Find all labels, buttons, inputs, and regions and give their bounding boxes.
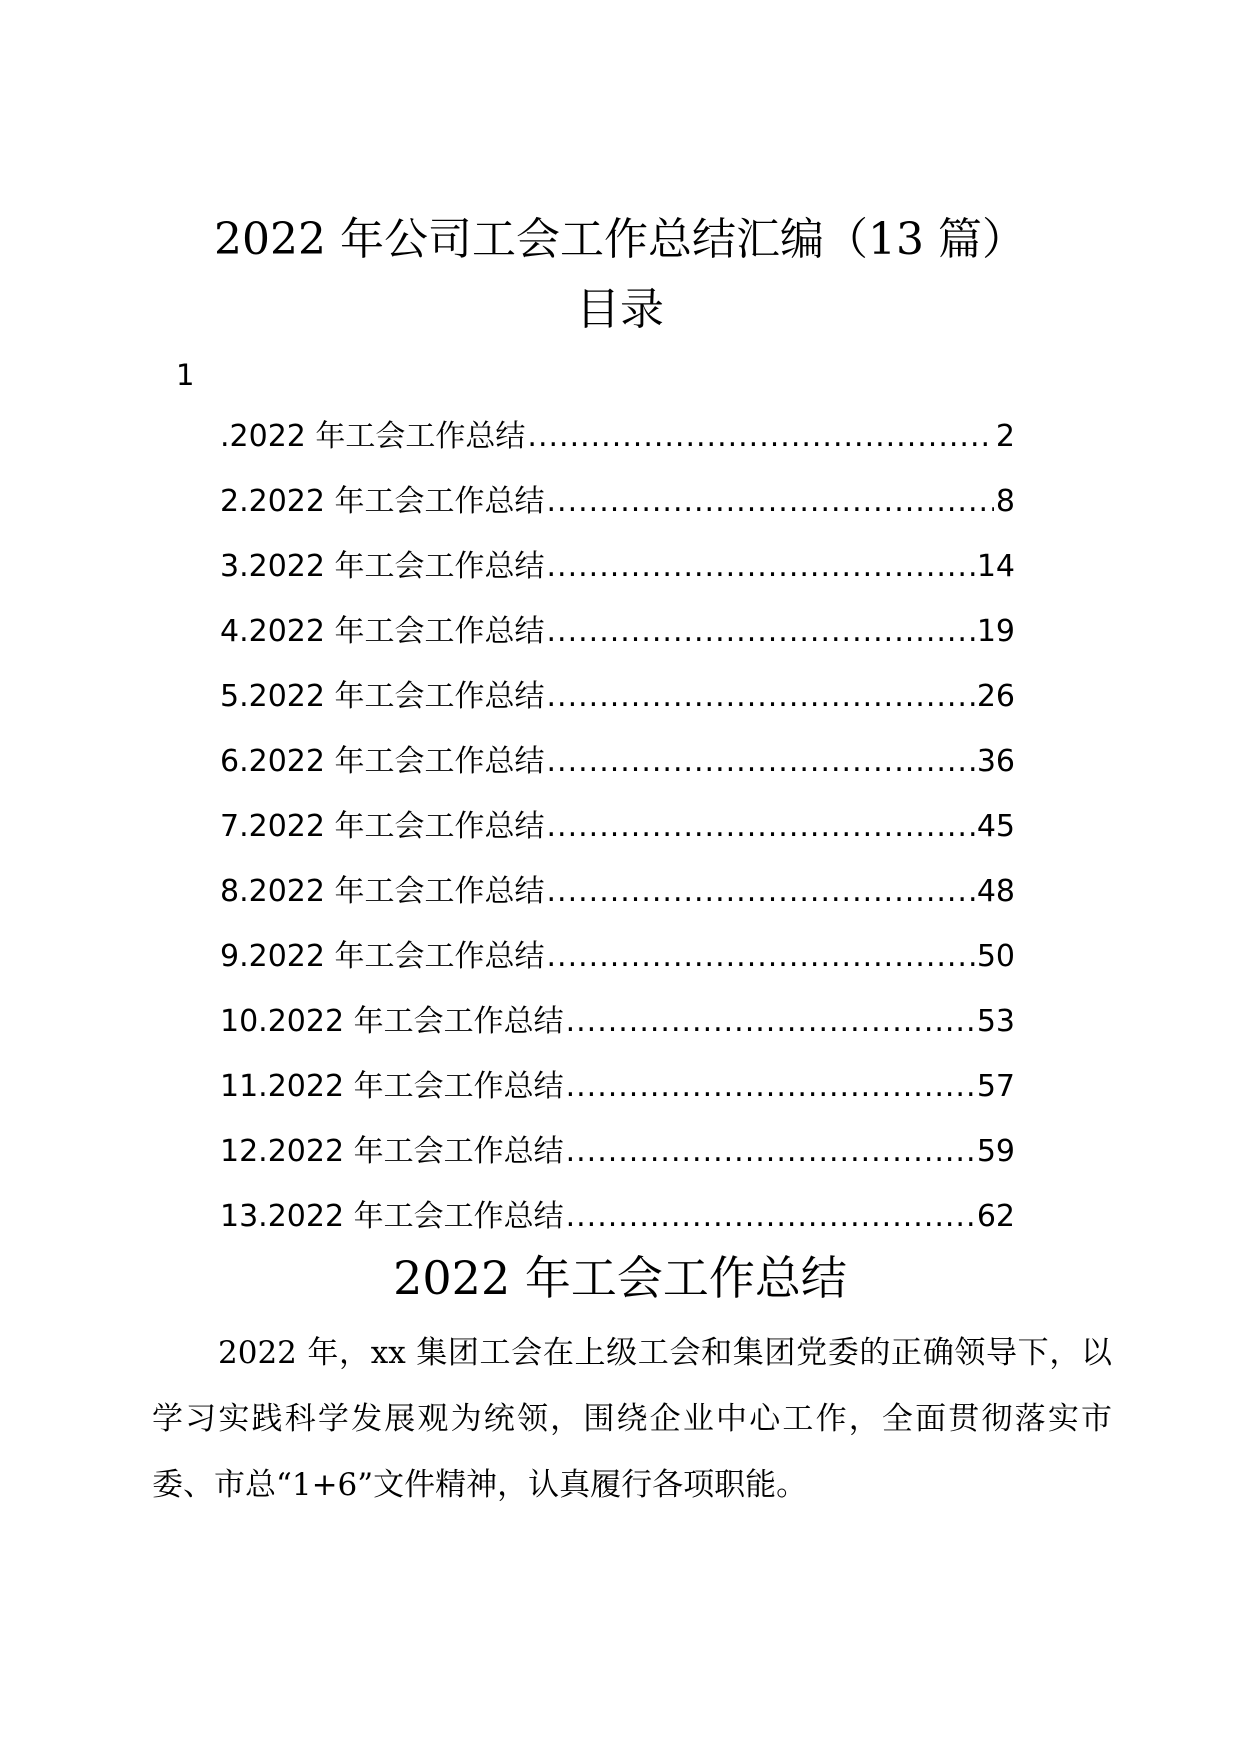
toc-entry[interactable]	[220, 1067, 1015, 1132]
toc-heading: 目录	[576, 284, 664, 335]
toc-leader-dots	[547, 807, 975, 847]
toc-entry[interactable]	[220, 742, 1015, 807]
toc-entry-label: 12.2022 年工会工作总结	[220, 1134, 564, 1169]
toc-entry-label: 5.2022 年工会工作总结	[220, 679, 545, 714]
toc-entry-label: 8.2022 年工会工作总结	[220, 874, 545, 909]
toc-leader-dots	[566, 1002, 975, 1042]
toc-entry-page: 59	[976, 1134, 1015, 1169]
section-heading: 2022 年工会工作总结	[393, 1251, 847, 1305]
toc-entry-label: 9.2022 年工会工作总结	[220, 939, 545, 974]
toc-leader-dots	[547, 547, 975, 587]
toc-entry-label: .2022 年工会工作总结	[220, 419, 526, 454]
toc-entry[interactable]	[220, 1132, 1015, 1197]
toc-entry[interactable]	[220, 872, 1015, 937]
toc-leader-dots	[566, 1132, 975, 1172]
toc-entry-page: 26	[976, 679, 1015, 714]
toc-leader-dots	[547, 612, 975, 652]
toc-leader-dots	[566, 1067, 975, 1107]
toc-entry-page: 50	[976, 939, 1015, 974]
toc-leader-dots	[527, 417, 993, 457]
toc-entry-page: 19	[976, 614, 1015, 649]
document-title: 2022 年公司工会工作总结汇编（13 篇）	[214, 214, 1026, 265]
toc-entry[interactable]	[220, 1002, 1015, 1067]
toc-entry-label: 4.2022 年工会工作总结	[220, 614, 545, 649]
toc-entry-label: 10.2022 年工会工作总结	[220, 1004, 564, 1039]
toc-entry[interactable]	[220, 807, 1015, 872]
toc-entry-page: 57	[976, 1069, 1015, 1104]
toc-entry-page: 48	[976, 874, 1015, 909]
toc-leader-dots	[547, 872, 975, 912]
toc-entry-label: 3.2022 年工会工作总结	[220, 549, 545, 584]
body-paragraph: 2022 年，xx 集团工会在上级工会和集团党委的正确领导下，以学习实践科学发展观为统领，围绕企业中心工作，全面贯彻落实市委、市总“1+6”文件精神，认真履行各项职能。	[152, 1335, 1112, 1503]
toc-entry-label: 6.2022 年工会工作总结	[220, 744, 545, 779]
toc-leader-dots	[566, 1197, 975, 1237]
toc-leader-dots	[547, 937, 975, 977]
toc-entry[interactable]	[220, 417, 1015, 482]
toc-entry-page: 62	[976, 1199, 1015, 1234]
toc-entry-page: 8	[995, 484, 1015, 519]
toc-leader-dots	[547, 482, 994, 522]
toc-entry[interactable]	[220, 937, 1015, 1002]
toc-entry-label: 2.2022 年工会工作总结	[220, 484, 545, 519]
toc-entry-label: 7.2022 年工会工作总结	[220, 809, 545, 844]
toc-stray-number: 1	[176, 358, 195, 392]
toc-entry-page: 2	[995, 419, 1015, 454]
toc-entry-page: 45	[976, 809, 1015, 844]
toc-entry[interactable]	[220, 547, 1015, 612]
toc-entry[interactable]	[220, 677, 1015, 742]
toc-entry[interactable]	[220, 482, 1015, 547]
toc-leader-dots	[547, 742, 975, 782]
toc-entry-page: 14	[976, 549, 1015, 584]
toc-leader-dots	[547, 677, 975, 717]
toc-entry-label: 11.2022 年工会工作总结	[220, 1069, 564, 1104]
toc-entry[interactable]	[220, 612, 1015, 677]
toc-entry-page: 36	[976, 744, 1015, 779]
toc-entry-label: 13.2022 年工会工作总结	[220, 1199, 564, 1234]
toc-entry-page: 53	[976, 1004, 1015, 1039]
table-of-contents	[220, 417, 1015, 1262]
